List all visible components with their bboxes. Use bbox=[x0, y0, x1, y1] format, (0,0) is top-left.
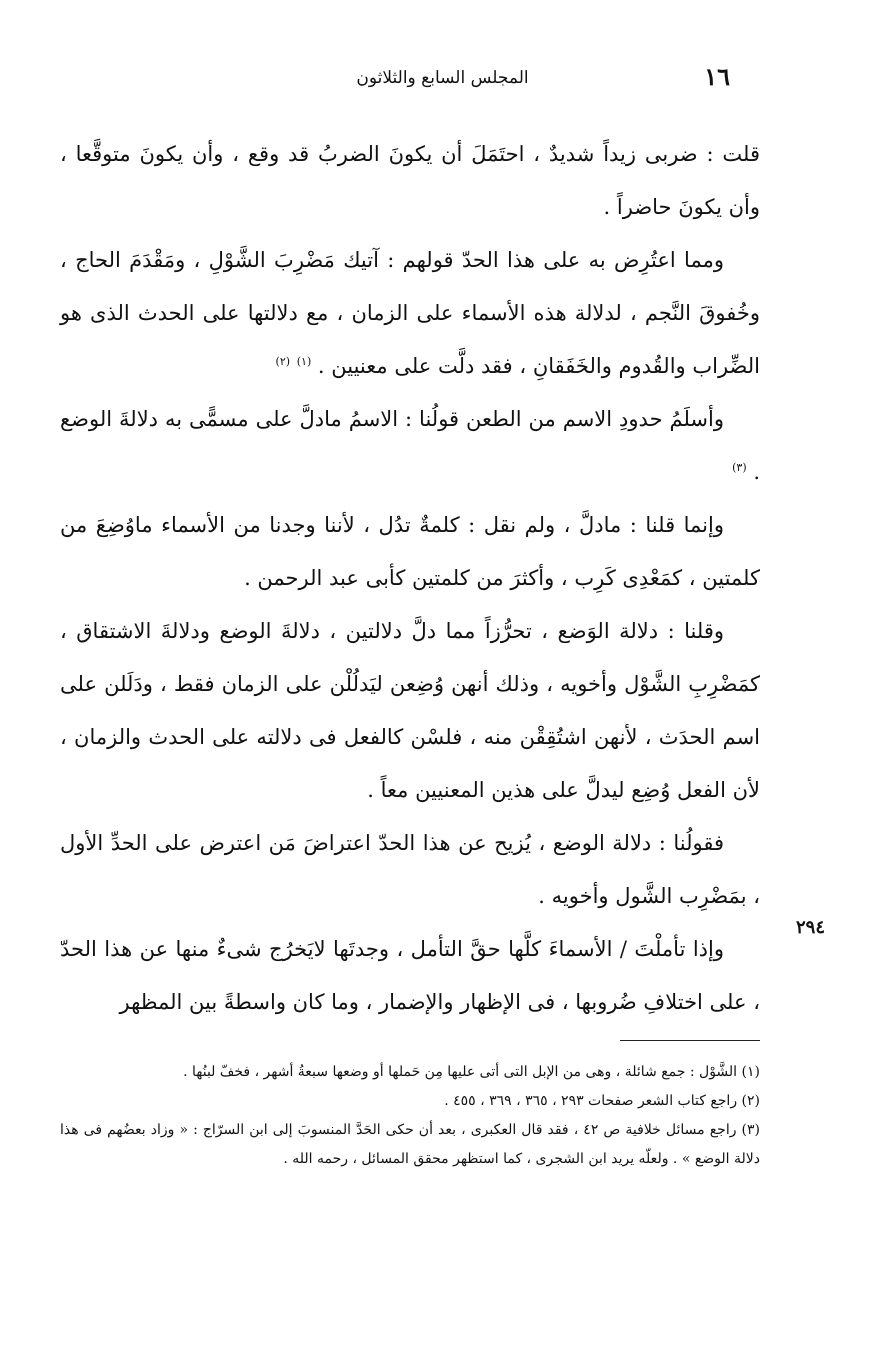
page-number: ١٦ bbox=[704, 62, 730, 91]
footnote-ref: (٣) bbox=[732, 461, 747, 474]
footnote-ref: (١) bbox=[296, 355, 312, 368]
footnote: (٣) راجع مسائل خلافية ص ٤٢ ، فقد قال العكبرى ، بعد أن حكى الحَدَّ المنسوبَ إلى ابن السرّاج : « وزاد بعضُهم فى هذا دلالة الوضع » . ولعلّه يريد ابن الشجرى ، كما استظهر محقق المسائل ، رحمه الله . bbox=[60, 1122, 761, 1167]
margin-page-number: ٢٩٤ bbox=[795, 917, 825, 938]
footnote-ref: (٢) bbox=[275, 355, 291, 368]
paragraph: وإنما قلنا : مادلَّ ، ولم نقل : كلمةٌ تدُل ، لأننا وجدنا من الأسماء ماوُضِعَ من كلمتين ، كمَعْدِى كَرِب ، وأكثرَ من كلمتين كأبى عبد الرحمن . bbox=[60, 513, 760, 590]
paragraph: وأسلَمُ حدودِ الاسم من الطعن قولُنا : الاسمُ مادلَّ على مسمًّى به دلالةَ الوضع . $^{(٣)}$ bbox=[60, 407, 760, 484]
footnotes bbox=[60, 1058, 760, 1174]
footnote: (٢) راجع كتاب الشعر صفحات ٢٩٣ ، ٣٦٥ ، ٣٦٩ ، ٤٥٥ . bbox=[444, 1093, 760, 1109]
page-header bbox=[0, 60, 885, 96]
footnote-divider bbox=[620, 1040, 760, 1041]
main-text bbox=[60, 128, 760, 1029]
paragraph: وقلنا : دلالة الوَضع ، تحرُّزاً مما دلَّ دلالتين ، دلالةَ الوضع ودلالةَ الاشتقاق ، كمَضْرِبِ الشَّوْل وأخويه ، وذلك أنهن وُضِعن ليَدلُلْن على الزمان فقط ، ودَلَلن على اسم الحدَث ، لأنهن اشتُقِقْن منه ، فلسْن كالفعل فى دلالته على الحدث والزمان ، لأن الفعل وُضِع ليدلَّ على هذين المعنيين معاً . bbox=[60, 619, 760, 802]
paragraph: قلت : ضربى زيداً شديدٌ ، احتَمَلَ أن يكونَ الضربُ قد وقع ، وأن يكونَ متوقَّعا ، وأن يكونَ حاضراً . bbox=[60, 142, 760, 219]
paragraph: ومما اعتُرِض به على هذا الحدّ قولهم : آتيك مَضْرِبَ الشَّوْلِ ، ومَقْدَمَ الحاج ، وخُفوقَ النَّجم ، لدلالة هذه الأسماء على الزمان ، مع دلالتها على الحدث الذى هو الضِّراب والقُدوم والخَفَقانِ ، فقد دلَّت على معنيين . $^{(١)}$ $^{(٢)}$ bbox=[60, 248, 760, 378]
footnote: (١) الشَّوْل : جمع شائلة ، وهى من الإبل التى أتى عليها مِن حَملها أو وضعها سبعةُ أشهر ، فخفّ لبنُها . bbox=[183, 1064, 760, 1080]
paragraph: فقولُنا : دلالة الوضع ، يُزيح عن هذا الحدّ اعتراضَ مَن اعترض على الحدِّ الأول ، بمَضْرِب الشَّول وأخويه . bbox=[60, 831, 760, 908]
running-title: المجلس السابع والثلاثون bbox=[356, 68, 529, 88]
paragraph: وإذا تأملْتَ / الأسماءَ كلَّها حقَّ التأمل ، وجدتَها لايَخرُج شىءٌ منها عن هذا الحدّ ، على اختلافِ ضُروبها ، فى الإظهار والإضمار ، وما كان واسطةً بين المظهر bbox=[60, 937, 760, 1014]
